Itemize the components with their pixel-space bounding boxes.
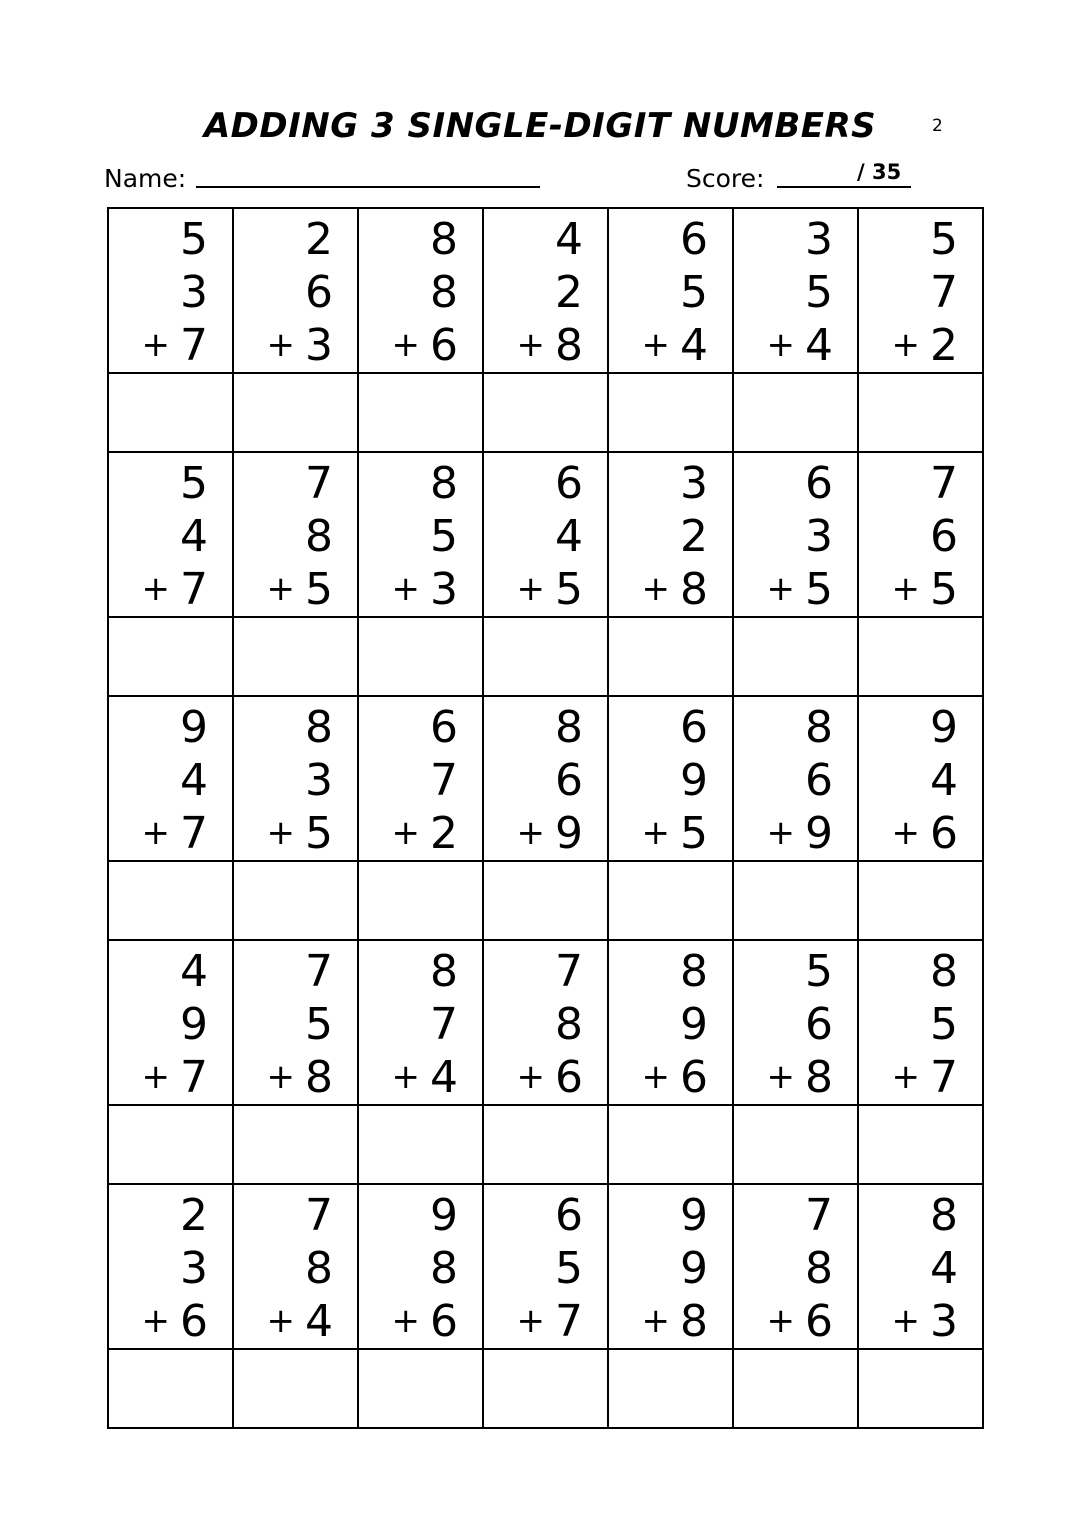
addend-2: 7	[430, 999, 458, 1050]
addend-3: 3	[430, 564, 458, 615]
addend-3-line	[892, 807, 959, 860]
score-label: Score:	[686, 164, 765, 193]
answer-box[interactable]	[483, 373, 608, 452]
problem-cell	[358, 696, 483, 861]
addend-1: 7	[805, 1190, 833, 1241]
addend-2: 5	[805, 267, 833, 318]
answer-row	[108, 1349, 983, 1428]
page-number: 2	[932, 116, 943, 136]
addition-problem	[484, 1185, 607, 1348]
problem-cell	[608, 208, 733, 373]
plus-sign: +	[641, 813, 670, 853]
problem-cell	[858, 208, 983, 373]
addend-3: 4	[430, 1052, 458, 1103]
plus-sign: +	[766, 1301, 795, 1341]
problem-cell	[483, 696, 608, 861]
problem-cell	[358, 452, 483, 617]
answer-box[interactable]	[483, 1105, 608, 1184]
problem-cell	[108, 1184, 233, 1349]
plus-sign: +	[266, 569, 295, 609]
problem-row	[108, 940, 983, 1105]
plus-sign: +	[516, 813, 545, 853]
addend-1: 6	[430, 702, 458, 753]
addition-problem	[359, 1185, 482, 1348]
addend-3: 3	[930, 1296, 958, 1347]
addend-3: 6	[430, 1296, 458, 1347]
addition-problem	[359, 697, 482, 860]
addition-problem	[859, 1185, 982, 1348]
plus-sign: +	[891, 1057, 920, 1097]
plus-sign: +	[391, 569, 420, 609]
addend-3: 7	[180, 1052, 208, 1103]
addend-3: 5	[305, 808, 333, 859]
plus-sign: +	[266, 1301, 295, 1341]
addend-3-line	[892, 1295, 959, 1348]
plus-sign: +	[641, 1301, 670, 1341]
addend-1: 7	[305, 946, 333, 997]
addend-2: 5	[930, 999, 958, 1050]
addend-3: 7	[555, 1296, 583, 1347]
addend-3-line	[767, 1295, 834, 1348]
problem-cell	[233, 940, 358, 1105]
addend-3-line	[892, 1051, 959, 1104]
answer-box[interactable]	[233, 1349, 358, 1428]
addend-3: 5	[805, 564, 833, 615]
addition-problem	[859, 209, 982, 372]
addend-1: 4	[555, 214, 583, 265]
addition-problem	[109, 453, 232, 616]
addend-3: 4	[805, 320, 833, 371]
addend-3-line	[892, 563, 959, 616]
addition-problem	[484, 209, 607, 372]
addition-problem	[734, 1185, 857, 1348]
addend-3: 6	[555, 1052, 583, 1103]
addition-problem	[234, 453, 357, 616]
addend-2: 3	[180, 267, 208, 318]
problem-cell	[108, 940, 233, 1105]
addend-2: 7	[930, 267, 958, 318]
addend-1: 7	[305, 458, 333, 509]
addend-3: 9	[555, 808, 583, 859]
addend-1: 8	[930, 946, 958, 997]
addend-3-line	[267, 319, 334, 372]
addend-3-line	[767, 807, 834, 860]
addend-3: 6	[930, 808, 958, 859]
addend-3: 6	[430, 320, 458, 371]
plus-sign: +	[266, 813, 295, 853]
addition-problem	[484, 941, 607, 1104]
problem-row	[108, 696, 983, 861]
addend-3-line	[642, 807, 709, 860]
plus-sign: +	[516, 325, 545, 365]
problem-cell	[108, 696, 233, 861]
answer-row	[108, 617, 983, 696]
addend-3: 7	[930, 1052, 958, 1103]
problem-cell	[108, 452, 233, 617]
addend-2: 8	[805, 1243, 833, 1294]
addend-1: 9	[680, 1190, 708, 1241]
answer-box[interactable]	[483, 861, 608, 940]
addend-3-line	[642, 1295, 709, 1348]
addend-2: 5	[555, 1243, 583, 1294]
score-field-line[interactable]	[777, 186, 911, 188]
problem-cell	[483, 452, 608, 617]
answer-row	[108, 1105, 983, 1184]
addend-1: 4	[180, 946, 208, 997]
addition-problem	[359, 453, 482, 616]
answer-box[interactable]	[358, 617, 483, 696]
addition-problem	[734, 941, 857, 1104]
answer-box[interactable]	[358, 861, 483, 940]
plus-sign: +	[516, 1057, 545, 1097]
answer-box[interactable]	[233, 1105, 358, 1184]
plus-sign: +	[641, 1057, 670, 1097]
problem-cell	[233, 452, 358, 617]
addend-3: 5	[305, 564, 333, 615]
addend-3: 8	[805, 1052, 833, 1103]
answer-box[interactable]	[108, 617, 233, 696]
answer-box[interactable]	[483, 617, 608, 696]
problem-cell	[233, 1184, 358, 1349]
addend-1: 9	[930, 702, 958, 753]
problem-cell	[233, 696, 358, 861]
addend-2: 7	[430, 755, 458, 806]
plus-sign: +	[516, 1301, 545, 1341]
answer-box[interactable]	[858, 1105, 983, 1184]
answer-box[interactable]	[358, 1105, 483, 1184]
addend-3: 8	[680, 564, 708, 615]
answer-box[interactable]	[483, 1349, 608, 1428]
problem-cell	[233, 208, 358, 373]
addend-3-line	[142, 563, 209, 616]
plus-sign: +	[391, 1057, 420, 1097]
addend-1: 8	[805, 702, 833, 753]
addend-3: 5	[555, 564, 583, 615]
addend-2: 2	[555, 267, 583, 318]
answer-box[interactable]	[858, 861, 983, 940]
addend-2: 9	[680, 755, 708, 806]
addition-problem	[234, 209, 357, 372]
plus-sign: +	[141, 1301, 170, 1341]
addend-3: 8	[680, 1296, 708, 1347]
addend-2: 4	[180, 755, 208, 806]
addend-2: 8	[430, 267, 458, 318]
answer-box[interactable]	[233, 373, 358, 452]
addend-2: 5	[430, 511, 458, 562]
addend-3: 8	[555, 320, 583, 371]
addend-1: 7	[305, 1190, 333, 1241]
addend-1: 5	[180, 458, 208, 509]
addend-1: 8	[555, 702, 583, 753]
addition-problem	[234, 1185, 357, 1348]
answer-box[interactable]	[108, 861, 233, 940]
addend-2: 9	[680, 999, 708, 1050]
addend-1: 8	[305, 702, 333, 753]
addend-1: 7	[930, 458, 958, 509]
addition-problem	[484, 697, 607, 860]
answer-box[interactable]	[608, 373, 733, 452]
plus-sign: +	[766, 813, 795, 853]
addition-problem	[734, 697, 857, 860]
answer-box[interactable]	[608, 617, 733, 696]
addend-3-line	[267, 1295, 334, 1348]
addend-3-line	[517, 319, 584, 372]
problem-row	[108, 208, 983, 373]
answer-row	[108, 861, 983, 940]
plus-sign: +	[641, 569, 670, 609]
addend-3-line	[267, 1051, 334, 1104]
addition-problem	[234, 941, 357, 1104]
addition-problem	[109, 209, 232, 372]
addend-3: 5	[680, 808, 708, 859]
addend-2: 4	[930, 1243, 958, 1294]
addend-1: 8	[430, 214, 458, 265]
addend-3: 2	[930, 320, 958, 371]
addend-3-line	[642, 563, 709, 616]
addend-3: 4	[680, 320, 708, 371]
answer-box[interactable]	[733, 861, 858, 940]
answer-box[interactable]	[108, 1105, 233, 1184]
worksheet-title: ADDING 3 SINGLE-DIGIT NUMBERS	[203, 106, 877, 146]
score-total: / 35	[857, 160, 902, 184]
answer-row	[108, 373, 983, 452]
addend-3: 9	[805, 808, 833, 859]
addition-problem	[734, 453, 857, 616]
plus-sign: +	[766, 325, 795, 365]
answer-box[interactable]	[358, 373, 483, 452]
plus-sign: +	[766, 569, 795, 609]
addition-problem	[609, 209, 732, 372]
problem-cell	[483, 1184, 608, 1349]
addend-3-line	[517, 1295, 584, 1348]
problem-cell	[108, 208, 233, 373]
addend-1: 3	[680, 458, 708, 509]
addend-3-line	[392, 1051, 459, 1104]
addend-3-line	[142, 1295, 209, 1348]
addend-1: 8	[680, 946, 708, 997]
problem-cell	[858, 696, 983, 861]
problem-cell	[733, 452, 858, 617]
problem-cell	[608, 1184, 733, 1349]
plus-sign: +	[766, 1057, 795, 1097]
addend-2: 6	[305, 267, 333, 318]
addend-3: 7	[180, 808, 208, 859]
addend-2: 8	[555, 999, 583, 1050]
addend-1: 9	[180, 702, 208, 753]
addend-2: 5	[305, 999, 333, 1050]
addend-1: 6	[680, 214, 708, 265]
problem-cell	[483, 208, 608, 373]
problem-row	[108, 452, 983, 617]
addend-3-line	[142, 319, 209, 372]
addend-3-line	[392, 1295, 459, 1348]
addend-2: 6	[930, 511, 958, 562]
answer-box[interactable]	[733, 617, 858, 696]
addend-2: 4	[180, 511, 208, 562]
addition-problem	[859, 453, 982, 616]
addend-1: 6	[555, 458, 583, 509]
name-field-line[interactable]	[196, 186, 540, 188]
addend-1: 2	[180, 1190, 208, 1241]
problem-cell	[858, 940, 983, 1105]
plus-sign: +	[266, 1057, 295, 1097]
addend-3: 7	[180, 320, 208, 371]
addend-3: 6	[180, 1296, 208, 1347]
problem-cell	[733, 208, 858, 373]
addend-2: 6	[805, 755, 833, 806]
plus-sign: +	[391, 813, 420, 853]
answer-box[interactable]	[233, 861, 358, 940]
answer-box[interactable]	[733, 373, 858, 452]
addend-3: 4	[305, 1296, 333, 1347]
addend-2: 9	[180, 999, 208, 1050]
plus-sign: +	[391, 1301, 420, 1341]
plus-sign: +	[391, 325, 420, 365]
addend-1: 5	[930, 214, 958, 265]
addition-problem	[109, 697, 232, 860]
addend-1: 5	[180, 214, 208, 265]
addend-3-line	[767, 563, 834, 616]
plus-sign: +	[141, 1057, 170, 1097]
addition-problem	[484, 453, 607, 616]
addend-3-line	[392, 319, 459, 372]
addend-1: 5	[805, 946, 833, 997]
answer-box[interactable]	[858, 1349, 983, 1428]
plus-sign: +	[141, 325, 170, 365]
addend-1: 6	[805, 458, 833, 509]
problem-cell	[358, 1184, 483, 1349]
problem-cell	[483, 940, 608, 1105]
addend-1: 8	[930, 1190, 958, 1241]
problem-cell	[733, 1184, 858, 1349]
answer-box[interactable]	[858, 373, 983, 452]
addend-1: 6	[555, 1190, 583, 1241]
addend-3-line	[517, 807, 584, 860]
addend-3: 8	[305, 1052, 333, 1103]
addition-problem	[859, 941, 982, 1104]
addend-3: 2	[430, 808, 458, 859]
addend-3: 7	[180, 564, 208, 615]
addition-problem	[359, 209, 482, 372]
answer-box[interactable]	[608, 1105, 733, 1184]
plus-sign: +	[891, 325, 920, 365]
addend-2: 6	[555, 755, 583, 806]
addend-2: 8	[305, 1243, 333, 1294]
addend-3-line	[392, 807, 459, 860]
addend-1: 2	[305, 214, 333, 265]
answer-box[interactable]	[608, 1349, 733, 1428]
addition-problem	[109, 941, 232, 1104]
problem-cell	[858, 452, 983, 617]
answer-box[interactable]	[858, 617, 983, 696]
addition-problem	[859, 697, 982, 860]
addend-3-line	[142, 1051, 209, 1104]
addition-problem	[609, 941, 732, 1104]
addend-3-line	[892, 319, 959, 372]
addend-3-line	[517, 1051, 584, 1104]
answer-box[interactable]	[233, 617, 358, 696]
addend-2: 3	[305, 755, 333, 806]
answer-box[interactable]	[733, 1105, 858, 1184]
addend-2: 4	[555, 511, 583, 562]
problem-cell	[608, 940, 733, 1105]
problem-cell	[358, 208, 483, 373]
addend-2: 3	[180, 1243, 208, 1294]
plus-sign: +	[641, 325, 670, 365]
addition-problem	[234, 697, 357, 860]
addend-2: 2	[680, 511, 708, 562]
addend-3: 3	[305, 320, 333, 371]
addend-1: 9	[430, 1190, 458, 1241]
addend-1: 7	[555, 946, 583, 997]
addition-problem	[609, 453, 732, 616]
addend-2: 8	[430, 1243, 458, 1294]
addend-2: 6	[805, 999, 833, 1050]
addend-2: 9	[680, 1243, 708, 1294]
addend-3-line	[767, 319, 834, 372]
addition-problem	[609, 697, 732, 860]
addend-1: 8	[430, 946, 458, 997]
answer-box[interactable]	[608, 861, 733, 940]
addend-2: 8	[305, 511, 333, 562]
problem-cell	[608, 452, 733, 617]
problem-cell	[358, 940, 483, 1105]
answer-box[interactable]	[358, 1349, 483, 1428]
name-label: Name:	[104, 164, 187, 193]
addend-2: 3	[805, 511, 833, 562]
plus-sign: +	[141, 569, 170, 609]
addend-3-line	[392, 563, 459, 616]
plus-sign: +	[141, 813, 170, 853]
plus-sign: +	[516, 569, 545, 609]
addend-2: 5	[680, 267, 708, 318]
problem-cell	[733, 940, 858, 1105]
problem-cell	[858, 1184, 983, 1349]
addend-1: 6	[680, 702, 708, 753]
plus-sign: +	[891, 1301, 920, 1341]
addend-3-line	[267, 563, 334, 616]
addend-3-line	[267, 807, 334, 860]
plus-sign: +	[891, 813, 920, 853]
addition-problem	[609, 1185, 732, 1348]
addend-3-line	[142, 807, 209, 860]
addition-problem	[109, 1185, 232, 1348]
problem-grid	[107, 207, 984, 1429]
problem-cell	[733, 696, 858, 861]
addend-3-line	[642, 319, 709, 372]
plus-sign: +	[266, 325, 295, 365]
addend-3: 6	[805, 1296, 833, 1347]
answer-box[interactable]	[733, 1349, 858, 1428]
addend-3: 6	[680, 1052, 708, 1103]
addend-1: 8	[430, 458, 458, 509]
addition-problem	[359, 941, 482, 1104]
addend-3-line	[642, 1051, 709, 1104]
addend-3-line	[517, 563, 584, 616]
answer-box[interactable]	[108, 373, 233, 452]
addend-3: 5	[930, 564, 958, 615]
addend-2: 4	[930, 755, 958, 806]
addition-problem	[734, 209, 857, 372]
problem-cell	[608, 696, 733, 861]
addend-1: 3	[805, 214, 833, 265]
problem-row	[108, 1184, 983, 1349]
addend-3-line	[767, 1051, 834, 1104]
answer-box[interactable]	[108, 1349, 233, 1428]
plus-sign: +	[891, 569, 920, 609]
